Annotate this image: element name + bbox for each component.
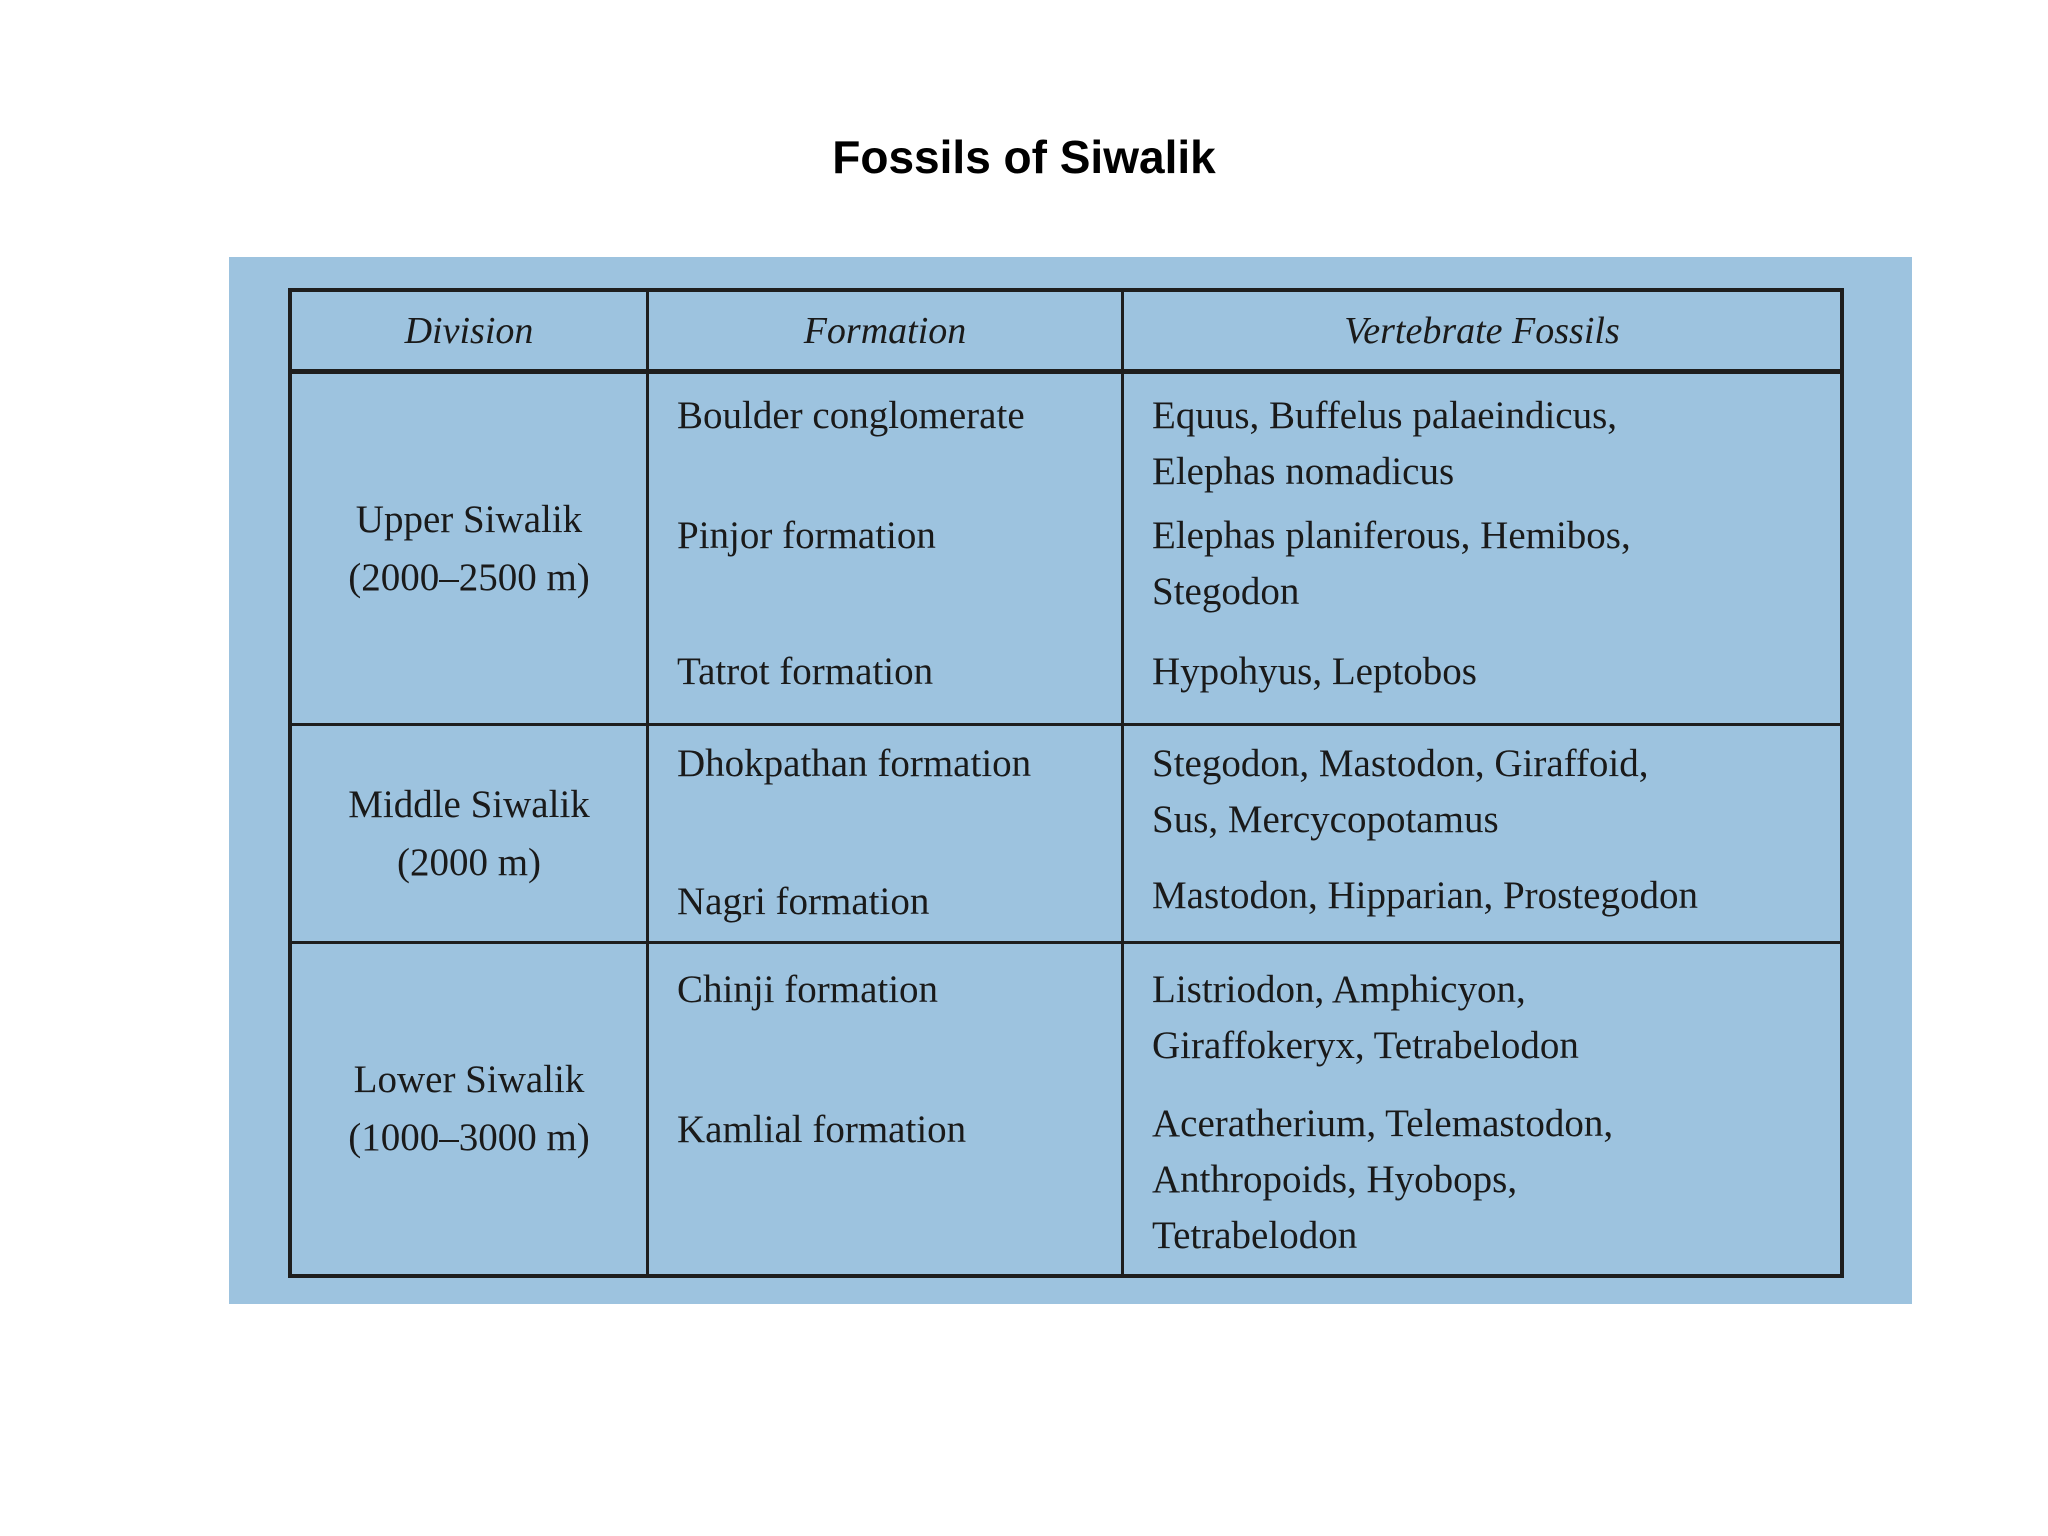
formation-chinji: Chinji formation (677, 968, 939, 1011)
formation-tatrot: Tatrot formation (677, 650, 934, 693)
division-name: Upper Siwalik (355, 497, 583, 541)
division-thickness: (2000–2500 m) (348, 555, 590, 599)
division-lower-siwalik (292, 944, 649, 1274)
fossil-line: Anthropoids, Hyobops, (1152, 1158, 1518, 1201)
fossils-upper-siwalik (1124, 374, 1840, 726)
division-middle-siwalik (292, 726, 649, 944)
fossil-line: Stegodon (1152, 570, 1300, 613)
fossils-middle-siwalik (1124, 726, 1840, 944)
fossil-line: Elephas nomadicus (1152, 450, 1455, 493)
formation-nagri: Nagri formation (677, 880, 930, 923)
fossil-line: Tetrabelodon (1152, 1214, 1358, 1257)
fossils-table (288, 288, 1844, 1278)
fossils-chinji (1152, 962, 1828, 1096)
fossil-line: Hypohyus, Leptobos (1152, 650, 1477, 693)
fossils-nagri (1152, 868, 1828, 924)
scanned-table-image (229, 257, 1912, 1304)
fossil-line: Sus, Mercycopotamus (1152, 798, 1499, 841)
fossils-dhokpathan (1152, 736, 1828, 868)
formation-kamlial: Kamlial formation (677, 1108, 967, 1151)
formations-lower-siwalik (649, 944, 1124, 1274)
fossil-line: Equus, Buffelus palaeindicus, (1152, 394, 1618, 437)
formation-boulder-conglomerate: Boulder conglomerate (677, 394, 1025, 437)
fossil-line: Aceratherium, Telemastodon, (1152, 1102, 1614, 1145)
header-division: Division (292, 292, 649, 374)
header-formation: Formation (649, 292, 1124, 374)
fossils-boulder-conglomerate (1152, 388, 1828, 508)
header-vertebrate-fossils: Vertebrate Fossils (1124, 292, 1840, 374)
division-name: Middle Siwalik (348, 782, 590, 826)
fossil-line: Listriodon, Amphicyon, (1152, 968, 1526, 1011)
fossils-kamlial (1152, 1096, 1828, 1264)
division-name: Lower Siwalik (353, 1058, 585, 1101)
formation-pinjor: Pinjor formation (677, 514, 936, 557)
fossils-lower-siwalik (1124, 944, 1840, 1274)
fossil-line: Elephas planiferous, Hemibos, (1152, 514, 1631, 557)
fossil-line: Giraffokeryx, Tetrabelodon (1152, 1024, 1579, 1067)
division-thickness: (1000–3000 m) (348, 1116, 590, 1159)
division-thickness: (2000 m) (396, 840, 542, 884)
page-title: Fossils of Siwalik (832, 131, 1216, 183)
fossils-pinjor (1152, 508, 1828, 644)
division-upper-siwalik (292, 374, 649, 726)
formations-upper-siwalik (649, 374, 1124, 726)
fossils-tatrot (1152, 644, 1828, 700)
fossil-line: Stegodon, Mastodon, Giraffoid, (1152, 742, 1649, 785)
formation-dhokpathan: Dhokpathan formation (677, 742, 1032, 785)
formations-middle-siwalik (649, 726, 1124, 944)
fossil-line: Mastodon, Hipparian, Prostegodon (1152, 874, 1698, 917)
